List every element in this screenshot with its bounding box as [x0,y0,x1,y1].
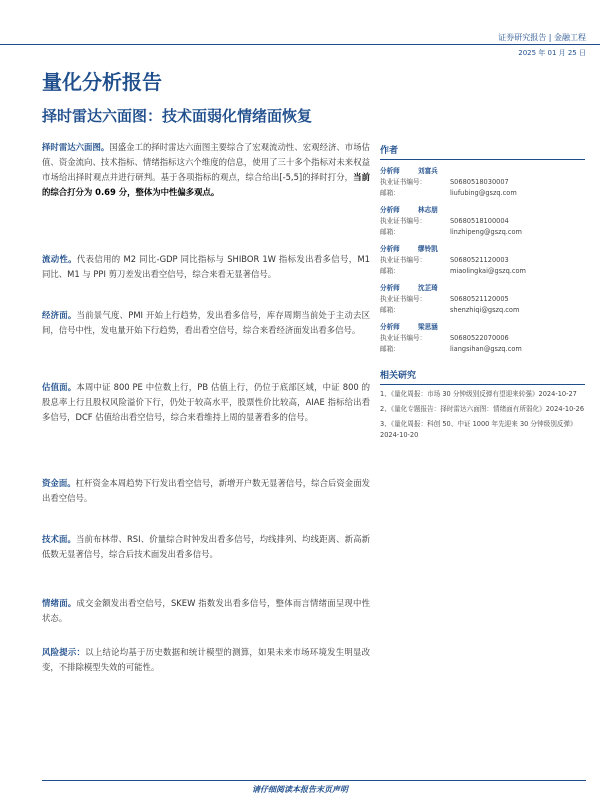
section-text: 国盛金工的择时雷达六面图主要综合了宏观流动性、宏观经济、市场估值、资金流向、技术指标、情绪指标这六个维度的信息，使用了三十多个指标对未来权益市场给出择时观点并进行研判。基于各项指标的观点，综合给出[-5,5]的择时打分， [42,142,371,182]
section-lead: 情绪面。 [42,598,77,608]
cert-number: S0680518030007 [450,178,509,186]
author-name: 缪铃凯 [418,245,438,253]
author-card [380,205,585,238]
cert-label: 执业证书编号： [380,178,427,186]
author-role: 分析师 [380,284,400,292]
related-item[interactable]: 2、《量化专题报告：择时雷达六面图：情绪面有所弱化》2024-10-26 [380,405,585,413]
section-funds [42,476,370,506]
cert-label: 执业证书编号： [380,295,427,303]
report-title: 择时雷达六面图：技术面弱化情绪面恢复 [42,107,313,125]
author-card [380,244,585,277]
section-lead: 择时雷达六面图。 [42,142,110,152]
author-role: 分析师 [380,323,400,331]
authors-title: 作者 [380,143,585,160]
cert-number: S0680522070006 [450,334,509,342]
section-lead: 经济面。 [42,310,77,320]
cert-number: S0680521120003 [450,256,509,264]
authors-panel [380,143,585,355]
header-right-label: 证券研究报告 | 金融工程 [498,33,586,42]
email-label: 邮箱： [380,267,400,275]
related-item[interactable]: 3、《量化周报：科创 50、中证 1000 年先迎来 30 分钟级别反弹》 2024-10-20 [380,420,577,439]
related-research-panel [380,368,585,441]
author-card [380,166,585,199]
author-email[interactable]: shenzhiqi@gszq.com [450,306,520,314]
cert-label: 执业证书编号： [380,256,427,264]
author-card [380,283,585,316]
email-label: 邮箱： [380,228,400,236]
author-name: 林志朋 [418,206,438,214]
author-name: 梁思涵 [418,323,438,331]
section-sentiment [42,596,370,626]
email-label: 邮箱： [380,345,400,353]
section-liquidity [42,252,370,282]
section-technical [42,532,370,562]
author-email[interactable]: liangsihan@gszq.com [450,345,522,353]
section-economy [42,308,370,338]
related-title: 相关研究 [380,368,585,385]
section-text: 成交金额发出看空信号，SKEW 指数发出看多信号，整体而言情绪面呈现中性状态。 [42,598,371,623]
cert-number: S0680518100004 [450,217,509,225]
section-text: 代表信用的 M2 同比-GDP 同比指标与 SHIBOR 1W 指标发出看多信号，M1 同比、M1 与 PPI 剪刀差发出看空信号，综合来看无显著信号。 [42,254,371,279]
section-text: 以上结论均基于历史数据和统计模型的测算，如果未来市场环境发生明显改变，不排除模型失效的可能性。 [42,647,371,672]
section-highlight: 当前的综合打分为 0.69 分，整体为中性偏多观点。 [42,172,371,197]
section-text: 当前景气度、PMI 开始上行趋势，发出看多信号，库存周期当前处于主动去区间，信号中性，发电量开始下行趋势，看出看空信号，综合来看经济面发出看多信号。 [42,310,371,335]
section-radar [42,140,370,200]
related-item[interactable]: 1、《量化周报：市场 30 分钟级别反弹有望迎来转强》2024-10-27 [380,390,577,398]
author-role: 分析师 [380,206,400,214]
cert-label: 执业证书编号： [380,334,427,342]
cert-number: S0680521120005 [450,295,509,303]
footer-disclaimer: 请仔细阅读本报告末页声明 [252,785,348,794]
header-divider [0,44,600,45]
section-valuation [42,380,370,425]
email-label: 邮箱： [380,306,400,314]
section-text: 本周中证 800 PE 中位数上行，PB 估值上行，仍位于底部区域，中证 800 的股息率上行且股权风险溢价下行，仍处于较高水平，股票性价比较高，AIAE 指标给出看多信号，DCF 估值给出看空信号，综合来看维持上周的显著看多的信号。 [42,382,370,422]
section-text: 当前布林带、RSI、价量综合时钟发出看多信号，均线排列、均线距离、新高新低数无显著信号，综合后技术面发出看多信号。 [42,534,371,559]
cert-label: 执业证书编号： [380,217,427,225]
section-lead: 风险提示： [42,647,86,657]
author-card [380,322,585,355]
author-email[interactable]: liufubing@gszq.com [450,189,517,197]
author-name: 沈芷琦 [418,284,438,292]
section-lead: 资金面。 [42,478,76,488]
section-risk [42,645,370,675]
author-name: 刘富兵 [418,167,438,175]
author-email[interactable]: linzhipeng@gszq.com [450,228,522,236]
section-lead: 技术面。 [42,534,76,544]
author-role: 分析师 [380,167,400,175]
report-date: 2025 年 01 月 25 日 [518,49,586,57]
footer-divider [42,780,586,781]
author-email[interactable]: miaolingkai@gszq.com [450,267,526,275]
section-lead: 估值面。 [42,382,77,392]
email-label: 邮箱： [380,189,400,197]
report-type: 量化分析报告 [42,70,162,94]
section-text: 杠杆资金本周趋势下行发出看空信号，新增开户数无显著信号，综合后资金面发出看空信号。 [42,478,371,503]
section-lead: 流动性。 [42,254,77,264]
author-role: 分析师 [380,245,400,253]
